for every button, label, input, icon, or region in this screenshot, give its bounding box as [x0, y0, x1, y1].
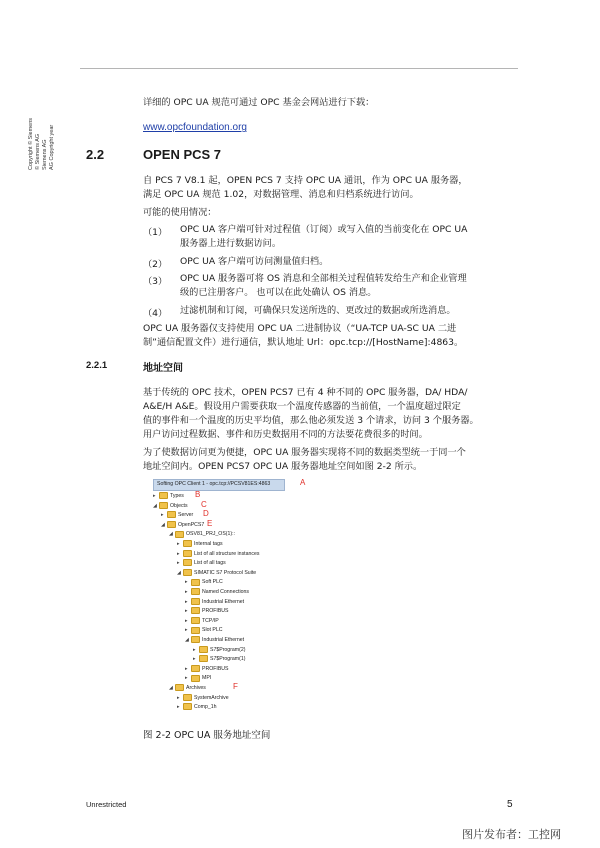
- folder-icon: [183, 569, 192, 576]
- collapsed-arrow-icon[interactable]: ▸: [177, 704, 180, 711]
- tree-node-label: PROFIBUS: [202, 665, 229, 672]
- list-item-line: 服务器上进行数据访问。: [180, 238, 282, 249]
- folder-icon: [175, 684, 184, 691]
- tree-node[interactable]: [177, 558, 226, 568]
- paragraph-line: 基于传统的 OPC 技术，OPEN PCS7 已有 4 种不同的 OPC 服务器，DA/ HDA/: [143, 387, 468, 398]
- tree-node[interactable]: [177, 702, 217, 712]
- tree-node-label: MPI: [202, 675, 212, 682]
- figure-marker: A: [300, 478, 306, 487]
- list-number: （3）: [143, 276, 168, 287]
- collapsed-arrow-icon[interactable]: ▸: [193, 656, 196, 663]
- address-space-tree: [145, 477, 305, 715]
- folder-icon: [183, 703, 192, 710]
- tree-node[interactable]: [169, 683, 206, 693]
- collapsed-arrow-icon[interactable]: ▸: [185, 665, 188, 672]
- tree-node-label: Types: [170, 493, 184, 499]
- tree-node-label: Archives: [186, 685, 206, 691]
- folder-icon: [191, 675, 200, 682]
- expanded-arrow-icon[interactable]: ◢: [169, 531, 173, 538]
- tree-node-label: Industrial Ethernet: [202, 637, 245, 643]
- tree-node[interactable]: [185, 606, 229, 616]
- list-number: （1）: [143, 227, 168, 238]
- header-rule: [80, 68, 518, 69]
- list-number: （2）: [143, 259, 168, 270]
- tree-node[interactable]: [185, 577, 223, 587]
- tree-node[interactable]: [161, 510, 193, 520]
- tree-node[interactable]: [177, 568, 256, 578]
- folder-icon: [191, 588, 200, 595]
- tree-node[interactable]: [193, 654, 245, 664]
- copyright-line: © Siemens AG: [35, 133, 41, 170]
- section-title: OPEN PCS 7: [143, 147, 222, 162]
- collapsed-arrow-icon[interactable]: ▸: [185, 579, 188, 586]
- list-item-line: 级的已注册客户。 也可以在此处确认 OS 消息。: [180, 287, 377, 298]
- folder-icon: [199, 655, 208, 662]
- collapsed-arrow-icon[interactable]: ▸: [185, 617, 188, 624]
- collapsed-arrow-icon[interactable]: ▸: [185, 627, 188, 634]
- folder-icon: [191, 636, 200, 643]
- folder-icon: [159, 492, 168, 499]
- watermark: 图片发布者：工控网: [462, 828, 561, 841]
- page-number: 5: [507, 799, 513, 810]
- tree-node-label: Industrial Ethernet: [202, 598, 245, 605]
- figure-marker: C: [201, 499, 207, 509]
- collapsed-arrow-icon[interactable]: ▸: [177, 541, 180, 547]
- tree-node[interactable]: [185, 673, 211, 683]
- paragraph-line: 制”通信配置文件）进行通信，默认地址 Url：opc.tcp://[HostName]:4863。: [143, 337, 464, 348]
- folder-icon: [191, 579, 200, 586]
- tree-node[interactable]: [185, 625, 222, 635]
- figure-caption: 图 2-2 OPC UA 服务地址空间: [143, 730, 271, 741]
- tree-node[interactable]: [185, 664, 229, 674]
- paragraph-line: 自 PCS 7 V8.1 起，OPEN PCS 7 支持 OPC UA 通讯，作为 OPC UA 服务器，: [143, 175, 468, 186]
- tree-node[interactable]: [161, 520, 204, 530]
- collapsed-arrow-icon[interactable]: ▸: [185, 598, 188, 605]
- tree-node-label: Objects: [170, 502, 188, 509]
- tree-node[interactable]: [185, 597, 244, 607]
- folder-icon: [191, 665, 200, 672]
- collapsed-arrow-icon[interactable]: ▸: [185, 608, 188, 615]
- tree-node[interactable]: [193, 645, 245, 655]
- folder-icon: [183, 540, 192, 547]
- collapsed-arrow-icon[interactable]: ▸: [185, 675, 188, 682]
- usage-intro: 可能的使用情况：: [143, 207, 217, 218]
- section-number: 2.2: [86, 147, 105, 162]
- paragraph-line: 值的事件和一个温度的历史平均值，那么他必须发送 3 个请求，访问 3 个服务器。: [143, 415, 479, 426]
- tree-node-label: TCP/IP: [202, 617, 219, 624]
- collapsed-arrow-icon[interactable]: ▸: [177, 560, 180, 567]
- figure-marker: F: [233, 682, 238, 691]
- paragraph-line: 为了使数据访问更为便捷，OPC UA 服务器实现将不同的数据类型统一于同一个: [143, 447, 466, 458]
- paragraph-line: 地址空间内。OPEN PCS7 OPC UA 服务器地址空间如图 2-2 所示。: [143, 461, 423, 472]
- folder-icon: [183, 559, 192, 566]
- tree-node-label: PROFIBUS: [202, 608, 229, 615]
- tree-node[interactable]: [185, 587, 249, 597]
- figure-marker: E: [207, 518, 213, 528]
- expanded-arrow-icon[interactable]: ◢: [169, 685, 173, 691]
- tree-node[interactable]: [169, 529, 235, 539]
- folder-icon: [167, 521, 176, 528]
- expanded-arrow-icon[interactable]: ◢: [161, 521, 165, 528]
- tree-root-label[interactable]: Softing OPC Client 1 - opc.tcp://PCSV81ES:4863: [157, 481, 271, 487]
- collapsed-arrow-icon[interactable]: ▸: [161, 512, 164, 519]
- folder-icon: [183, 550, 192, 557]
- tree-node[interactable]: [177, 693, 229, 703]
- folder-icon: [183, 694, 192, 701]
- copyright-line: AG Copyright year: [49, 124, 55, 170]
- tree-node-label: List of all tags: [194, 560, 226, 567]
- tree-node-label: SystemArchive: [194, 694, 229, 701]
- intro-text: 详细的 OPC UA 规范可通过 OPC 基金会网站进行下载：: [143, 97, 375, 108]
- list-item-line: OPC UA 服务器可将 OS 消息和全部相关过程值转发给生产和企业管理: [180, 273, 467, 284]
- tree-node[interactable]: [177, 539, 223, 549]
- tree-node[interactable]: [153, 501, 188, 511]
- tree-node-label: OSV81_PRJ_OS(1)::: [186, 531, 236, 538]
- tree-node[interactable]: [185, 616, 219, 626]
- list-item-line: 过滤机制和订阅，可确保只发送所选的、更改过的数据或所选消息。: [180, 305, 456, 316]
- collapsed-arrow-icon[interactable]: ▸: [193, 646, 196, 653]
- subsection-title: 地址空间: [143, 363, 183, 374]
- opcfoundation-link[interactable]: www.opcfoundation.org: [143, 122, 247, 133]
- expanded-arrow-icon[interactable]: ◢: [177, 569, 181, 576]
- tree-node-label: Named Connections: [202, 589, 250, 595]
- copyright-line: Siemens AG: [42, 139, 48, 170]
- tree-node-label: List of all structure instances: [194, 550, 260, 557]
- tree-node[interactable]: [153, 491, 184, 501]
- paragraph-line: 用户访问过程数据、事件和历史数据用不同的方法要花费很多的时间。: [143, 429, 428, 440]
- folder-icon: [191, 617, 200, 624]
- list-item-line: OPC UA 客户端可针对过程值（订阅）或写入值的当前变化在 OPC UA: [180, 224, 468, 235]
- tree-node-label: Slot PLC: [202, 627, 223, 634]
- tree-node-label: S7$Program(1): [210, 656, 246, 663]
- list-number: （4）: [143, 308, 168, 319]
- paragraph-line: A&E/H A&E。假设用户需要获取一个温度传感器的当前值，一个温度超过限定: [143, 401, 461, 412]
- folder-icon: [191, 598, 200, 605]
- tree-node-label: SIMATIC S7 Protocol Suite: [194, 569, 257, 576]
- copyright-line: Copyright © Siemens: [28, 117, 34, 170]
- tree-node-label: Internal tags: [194, 541, 223, 547]
- expanded-arrow-icon[interactable]: ◢: [185, 637, 189, 643]
- tree-node-label: Soft PLC: [202, 579, 223, 586]
- subsection-number: 2.2.1: [86, 360, 108, 371]
- tree-node-label: OpenPCS7: [178, 521, 205, 528]
- tree-node[interactable]: [185, 635, 244, 645]
- collapsed-arrow-icon[interactable]: ▸: [185, 589, 188, 595]
- tree-node-label: Server: [178, 512, 194, 519]
- folder-icon: [191, 607, 200, 614]
- figure-marker: B: [195, 490, 201, 499]
- folder-icon: [175, 531, 184, 538]
- paragraph-line: 满足 OPC UA 规范 1.02，对数据管理、消息和归档系统进行访问。: [143, 189, 419, 200]
- folder-icon: [159, 502, 168, 509]
- list-item-line: OPC UA 客户端可访问测量值归档。: [180, 256, 329, 267]
- tree-node[interactable]: [177, 549, 259, 559]
- paragraph-line: OPC UA 服务器仅支持使用 OPC UA 二进制协议（“UA-TCP UA-SC UA 二进: [143, 323, 457, 334]
- folder-icon: [167, 511, 176, 518]
- sidebar-copyright: [28, 112, 72, 172]
- figure-marker: D: [203, 509, 209, 519]
- tree-node-label: S7$Program(2): [210, 646, 246, 653]
- footer-classification: Unrestricted: [86, 800, 127, 809]
- tree-node-label: Comp_1h: [194, 704, 217, 711]
- collapsed-arrow-icon[interactable]: ▸: [153, 493, 156, 499]
- collapsed-arrow-icon[interactable]: ▸: [177, 550, 180, 557]
- collapsed-arrow-icon[interactable]: ▸: [177, 694, 180, 701]
- expanded-arrow-icon[interactable]: ◢: [153, 502, 157, 509]
- folder-icon: [191, 627, 200, 634]
- folder-icon: [199, 646, 208, 653]
